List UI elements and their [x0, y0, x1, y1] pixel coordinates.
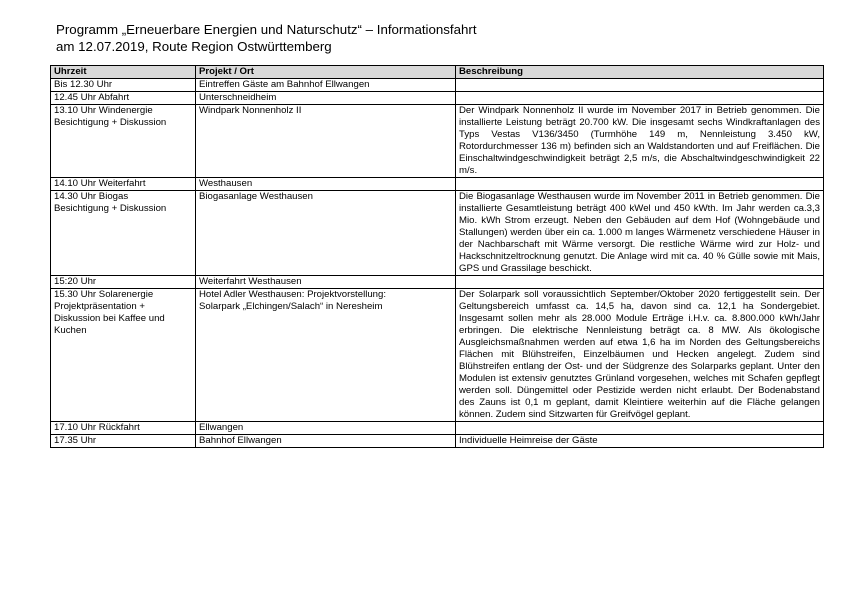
cell-time: 13.10 Uhr Windenergie Besichtigung + Diskussion: [51, 105, 196, 178]
cell-description: Der Windpark Nonnenholz II wurde im November 2017 in Betrieb genommen. Die installierte Leistung beträgt 20.700 kW. Die insgesamt sechs Windkraftanlagen des Typs Vestas V136/3450 (Turmhöhe 149 m, Nennleistung 3.450 kW, Rotordurchmesser 136 m) befinden sich an Waldstandorten und auf Freiflächen. Die Einschaltwindgeschwindigkeit beträgt 2,5 m/s, die Abschaltwindgeschwindigkeit 22 m/s.: [456, 105, 824, 178]
header-time: Uhrzeit: [51, 66, 196, 79]
cell-description: [456, 422, 824, 435]
cell-time: 17.10 Uhr Rückfahrt: [51, 422, 196, 435]
cell-project: Eintreffen Gäste am Bahnhof Ellwangen: [196, 79, 456, 92]
cell-project: Biogasanlage Westhausen: [196, 191, 456, 276]
table-row: [51, 289, 824, 422]
cell-time: 14.10 Uhr Weiterfahrt: [51, 178, 196, 191]
cell-time: 15.30 Uhr Solarenergie Projektpräsentation + Diskussion bei Kaffee und Kuchen: [51, 289, 196, 422]
table-header-row: [51, 66, 824, 79]
table-row: [51, 276, 824, 289]
cell-description: Der Solarpark soll voraussichtlich September/Oktober 2020 fertiggestellt sein. Der Geltungsbereich umfasst ca. 14,5 ha, davon sind ca. 12,1 ha Sondergebiet. Insgesamt sollen mehr als 28.000 Module Erträge i.H.v. ca. 8.800.000 kWh/Jahr erbringen. Die elektrische Nennleistung beträgt ca. 8 MW. Als ökologische Ausgleichsmaßnahmen werden auf etwa 1,6 ha im Norden des Geltungsbereichs Flächen mit Blühstreifen, Einzelbäumen und Hecken angelegt. Zudem sind Blühstreifen entlang der Ost- und der Südgrenze des Solarparks geplant. Unter den Modulen ist extensiv genutztes Grünland vorgesehen, welches mit Schafen gepflegt werden soll. Düngemittel oder Pestizide werden nicht erlaubt. Der Bodenabstand des Zauns ist 0,1 m geplant, damit Kleintiere weiterhin auf die Fläche gelangen können. Zudem sind Sitzwarten für Greifvögel geplant.: [456, 289, 824, 422]
title-line-1: Programm „Erneuerbare Energien und Naturschutz“ – Informationsfahrt: [56, 22, 477, 37]
table-row: [51, 191, 824, 276]
cell-time: 12.45 Uhr Abfahrt: [51, 92, 196, 105]
cell-project: Hotel Adler Westhausen: Projektvorstellung: Solarpark „Elchingen/Salach“ in Neresheim: [196, 289, 456, 422]
header-project: Projekt / Ort: [196, 66, 456, 79]
cell-time: 15:20 Uhr: [51, 276, 196, 289]
cell-project: Westhausen: [196, 178, 456, 191]
cell-time: Bis 12.30 Uhr: [51, 79, 196, 92]
table-row: [51, 105, 824, 178]
cell-description: [456, 79, 824, 92]
cell-description: Die Biogasanlage Westhausen wurde im November 2011 in Betrieb genommen. Die installierte Gesamtleistung beträgt 400 kWel und 450 kWth. Im Jahr werden ca.3,3 Mio. kWh Strom erzeugt. Neben den Gebäuden auf dem Hof (Wohngebäude und Stallungen) werden über ein ca. 1.000 m langes Wärmenetz verschiedene Häuser in der Nachbarschaft mit Wärme versorgt. Die restliche Wärme wird zur Holz- und Hackschnitzeltrocknung genutzt. Die Anlage wird mit ca. 40 % Gülle sowie mit Mais, GPS und Grassilage beschickt.: [456, 191, 824, 276]
cell-project: Ellwangen: [196, 422, 456, 435]
cell-description: [456, 92, 824, 105]
table-row: [51, 422, 824, 435]
header-description: Beschreibung: [456, 66, 824, 79]
table-row: [51, 435, 824, 448]
cell-time: 14.30 Uhr Biogas Besichtigung + Diskussion: [51, 191, 196, 276]
cell-time: 17.35 Uhr: [51, 435, 196, 448]
cell-description: [456, 276, 824, 289]
table-row: [51, 178, 824, 191]
table-row: [51, 92, 824, 105]
cell-project: Weiterfahrt Westhausen: [196, 276, 456, 289]
cell-project: Unterschneidheim: [196, 92, 456, 105]
title-line-2: am 12.07.2019, Route Region Ostwürttemberg: [56, 39, 332, 54]
schedule-table: [50, 65, 824, 448]
cell-project: Windpark Nonnenholz II: [196, 105, 456, 178]
cell-project: Bahnhof Ellwangen: [196, 435, 456, 448]
table-row: [51, 79, 824, 92]
document-title: [56, 21, 477, 55]
cell-description: [456, 178, 824, 191]
cell-description: Individuelle Heimreise der Gäste: [456, 435, 824, 448]
